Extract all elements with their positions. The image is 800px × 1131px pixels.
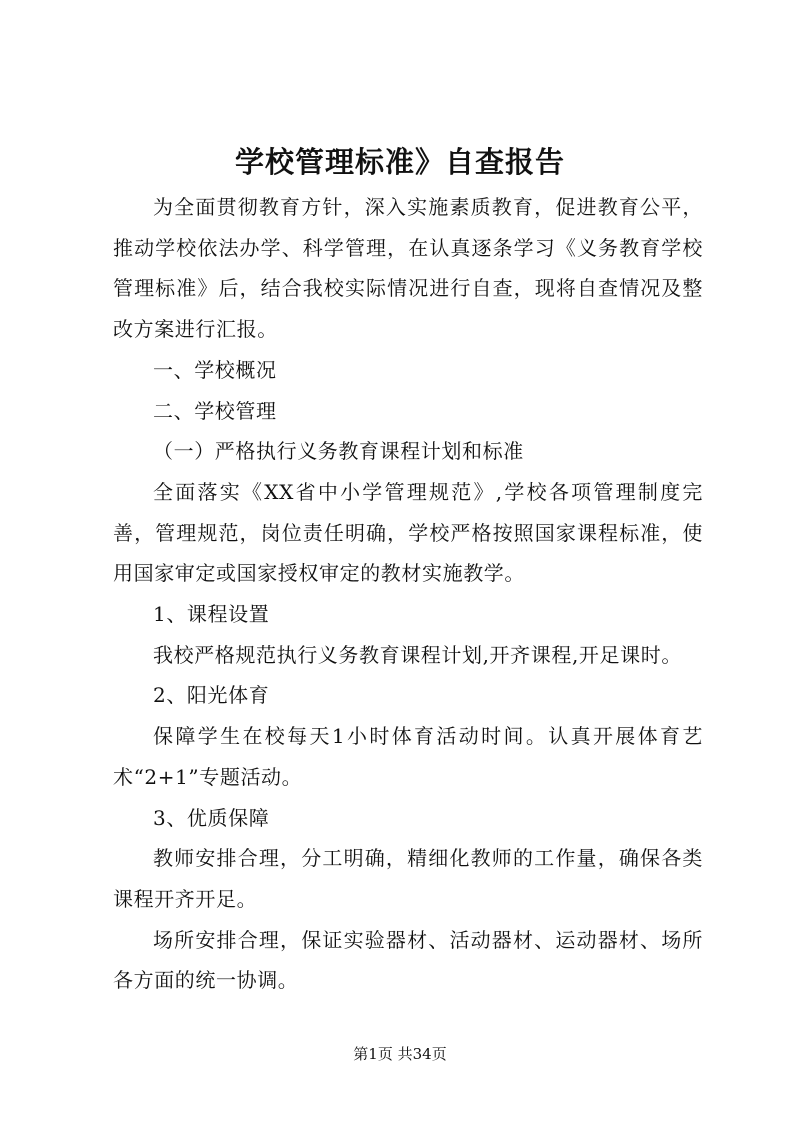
item-heading-sunshine-sports: 2、阳光体育 [153,683,270,708]
document-title: 学校管理标准》自查报告 [234,145,565,179]
paragraph-curriculum-setup: 我校严格规范执行义务教育课程计划,开齐课程,开足课时。 [153,642,682,667]
paragraph-intro: 为全面贯彻教育方针，深入实施素质教育，促进教育公平，推动学校依法办学、科学管理，在认真逐条学习《义务教育学校管理标准》后，结合我校实际情况进行自查，现将自查情况及整改方案进行汇报。 [113,195,703,342]
page-number-footer: 第1页 共34页 [353,1045,447,1063]
document-body [113,187,703,1001]
subheading-curriculum-plan: （一）严格执行义务教育课程计划和标准 [153,439,524,464]
item-heading-quality-assurance: 3、优质保障 [153,805,270,830]
paragraph-teacher-arrangement: 教师安排合理，分工明确，精细化教师的工作量，确保各类课程开齐开足。 [113,846,703,911]
heading-school-management: 二、学校管理 [153,398,277,423]
item-heading-curriculum-setup: 1、课程设置 [153,602,270,627]
paragraph-venue-arrangement: 场所安排合理，保证实验器材、活动器材、运动器材、场所各方面的统一协调。 [113,927,703,993]
heading-school-overview: 一、学校概况 [153,357,277,382]
paragraph-management-rules: 全面落实《XX省中小学管理规范》,学校各项管理制度完善，管理规范，岗位责任明确，学校严格按照国家课程标准，使用国家审定或国家授权审定的教材实施教学。 [113,479,703,586]
paragraph-sunshine-sports: 保障学生在校每天1小时体育活动时间。认真开展体育艺术“2+1”专题活动。 [113,724,703,789]
